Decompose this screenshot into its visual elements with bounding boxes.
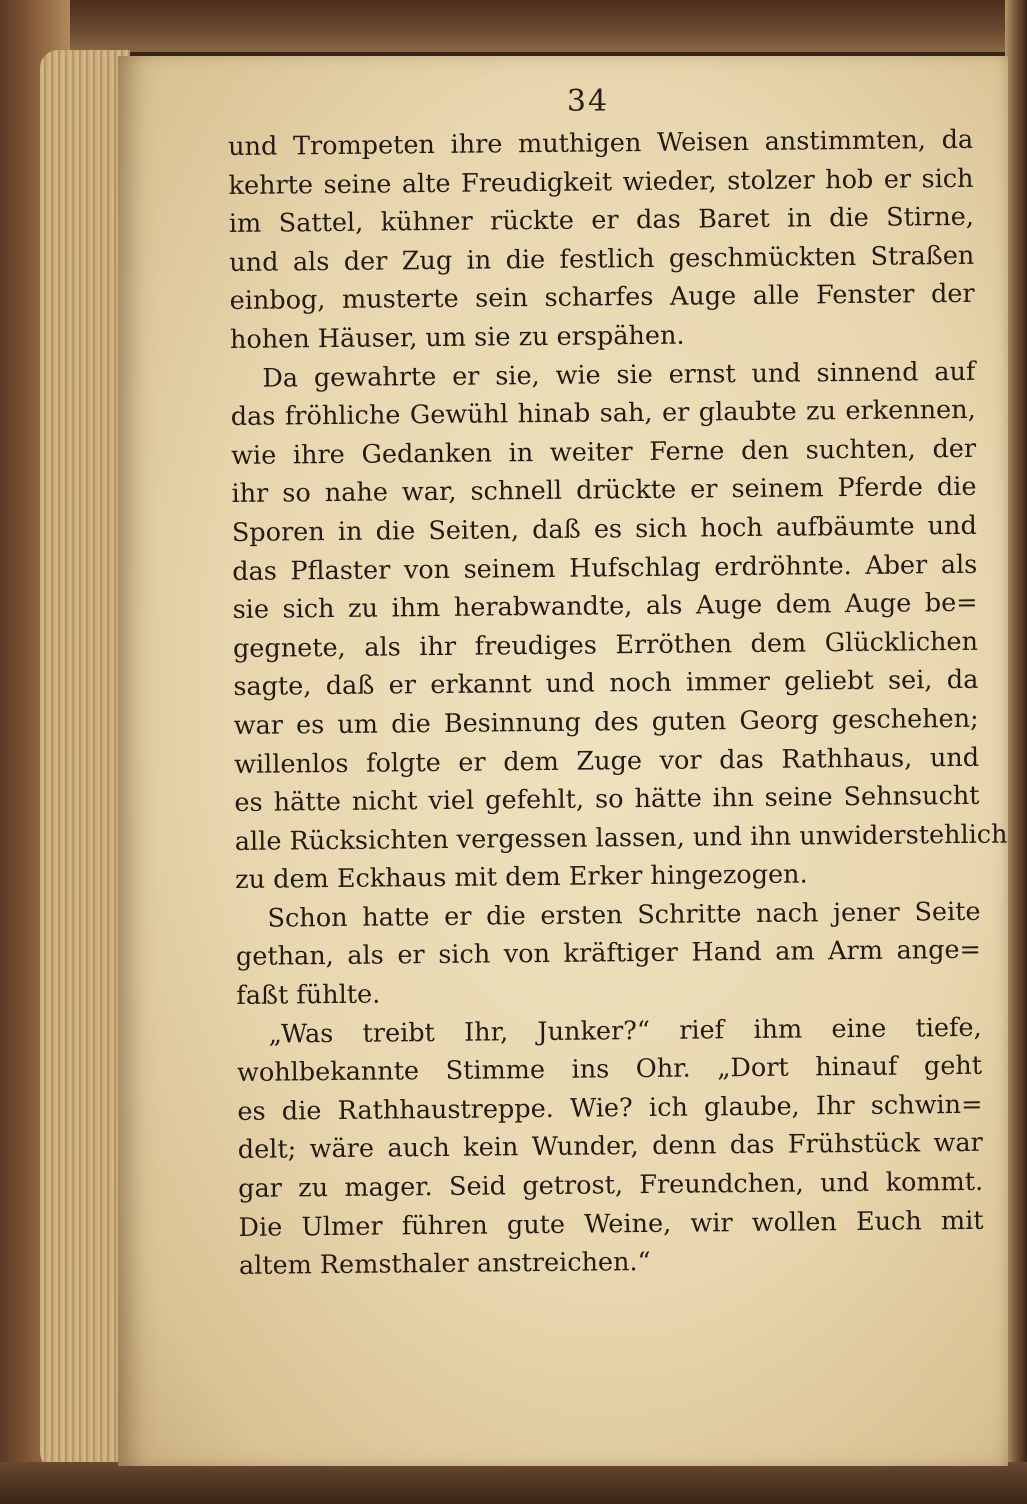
- text-line: das Pflaster von seinem Hufschlag erdröhnte. Aber als: [232, 549, 978, 587]
- text-line: faßt fühlte.: [236, 979, 381, 1012]
- text-line: sie sich zu ihm herabwandte, als Auge dem Auge be=: [232, 587, 978, 626]
- text-line: wie ihre Gedanken in weiter Ferne den suchten, der: [231, 433, 977, 471]
- text-line: Sporen in die Seiten, daß es sich hoch aufbäumte und: [231, 510, 977, 548]
- top-edge: [0, 0, 1027, 52]
- text-line: hohen Häuser, um sie zu erspähen.: [229, 320, 685, 355]
- text-line: und als der Zug in die festlich geschmückten Straßen: [229, 240, 975, 278]
- text-line: ihr so nahe war, schnell drückte er seinem Pferde die: [231, 472, 977, 510]
- text-line: willenlos folgte er dem Zuge vor das Rathhaus, und: [233, 742, 980, 780]
- text-line: gar zu mager. Seid getrost, Freundchen, und kommt.: [238, 1166, 984, 1204]
- text-line: Die Ulmer führen gute Weine, wir wollen Euch mit: [238, 1205, 984, 1243]
- body-text: [228, 121, 1008, 1286]
- text-line: es hätte nicht viel gefehlt, so hätte ihn seine Sehnsucht: [234, 780, 980, 819]
- bottom-edge: [0, 1462, 1027, 1504]
- text-line: war es um die Besinnung des guten Georg geschehen;: [233, 703, 979, 741]
- text-line: gethan, als er sich von kräftiger Hand am Arm ange=: [235, 935, 982, 973]
- text-line: im Sattel, kühner rückte er das Baret in die Stirne,: [228, 202, 975, 240]
- text-line: es die Rathhaustreppe. Wie? ich glaube, Ihr schwin=: [237, 1089, 983, 1127]
- book-page: [118, 56, 1008, 1466]
- text-line: „Was treibt Ihr, Junker?“ rief ihm eine tiefe,: [268, 1012, 982, 1050]
- text-line: alle Rücksichten vergessen lassen, und ihn unwiderstehlich: [234, 819, 1008, 857]
- text-line: Da gewahrte er sie, wie sie ernst und sinnend auf: [262, 356, 976, 394]
- text-line: einbog, musterte sein scharfes Auge alle Fenster der: [229, 279, 975, 317]
- text-line: wohlbekannte Stimme ins Ohr. „Dort hinauf geht: [236, 1051, 983, 1089]
- text-line: kehrte seine alte Freudigkeit wieder, stolzer hob er sich: [228, 163, 974, 201]
- text-line: das fröhliche Gewühl hinab sah, er glaubte zu erkennen,: [230, 394, 976, 433]
- text-line: sagte, daß er erkannt und noch immer geliebt sei, da: [233, 665, 979, 703]
- text-line: zu dem Eckhaus mit dem Erker hingezogen.: [235, 859, 808, 896]
- text-line: altem Remsthaler anstreichen.“: [238, 1247, 651, 1282]
- text-line: und Trompeten ihre muthigen Weisen anstimmten, da: [228, 124, 974, 162]
- text-line: gegnete, als ihr freudiges Erröthen dem Glücklichen: [232, 626, 979, 664]
- page-number: 34: [566, 84, 610, 119]
- text-line: Schon hatte er die ersten Schritte nach jener Seite: [267, 896, 981, 934]
- text-line: delt; wäre auch kein Wunder, denn das Frühstück war: [237, 1128, 983, 1166]
- right-edge: [1005, 0, 1027, 1504]
- page-stack-edges: [40, 50, 130, 1470]
